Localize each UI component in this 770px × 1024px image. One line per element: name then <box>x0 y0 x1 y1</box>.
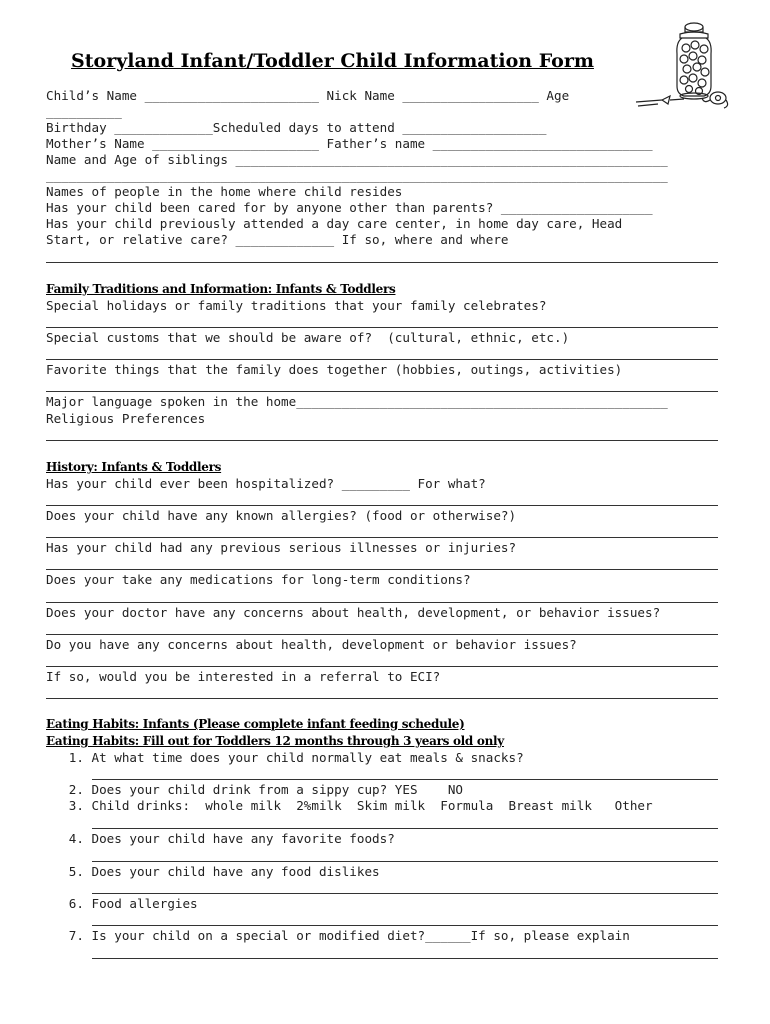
answer-rule <box>46 537 718 538</box>
doctor-concerns-line: Does your doctor have any concerns about health, development, or behavior issues? <box>46 605 661 620</box>
answer-rule <box>46 569 718 570</box>
food-allergies-line: 6. Food allergies <box>46 896 198 911</box>
sippy-cup-line: 2. Does your child drink from a sippy cup? YES NO <box>46 782 464 797</box>
favorite-foods-line: 4. Does your child have any favorite foods? <box>46 831 395 846</box>
form-title: Storyland Infant/Toddler Child Information Form <box>71 50 594 72</box>
daycare-line: Has your child previously attended a day care center, in home day care, Head <box>46 216 623 231</box>
hospitalized-line: Has your child ever been hospitalized? _________ For what? <box>46 476 486 491</box>
relative-care-line: Start, or relative care? _____________ If so, where and where <box>46 232 509 247</box>
eating-toddlers-heading: Eating Habits: Fill out for Toddlers 12 months through 3 years old only <box>46 734 504 748</box>
answer-rule <box>92 779 718 780</box>
meal-times-line: 1. At what time does your child normally eat meals & snacks? <box>46 750 524 765</box>
history-heading: History: Infants & Toddlers <box>46 460 222 474</box>
candy-jar-icon <box>632 14 732 114</box>
religion-line: Religious Preferences <box>46 411 206 426</box>
answer-rule <box>46 505 718 506</box>
child-drinks-line: 3. Child drinks: whole milk 2%milk Skim milk Formula Breast milk Other <box>46 798 653 813</box>
answer-rule <box>46 634 718 635</box>
childs-name-line: Child’s Name _______________________ Nick Name __________________ Age <box>46 88 570 103</box>
answer-rule <box>92 893 718 894</box>
customs-line: Special customs that we should be aware of? (cultural, ethnic, etc.) <box>46 330 570 345</box>
favorite-things-line: Favorite things that the family does together (hobbies, outings, activities) <box>46 362 623 377</box>
answer-rule <box>92 958 718 959</box>
answer-rule <box>92 925 718 926</box>
eci-referral-line: If so, would you be interested in a referral to ECI? <box>46 669 441 684</box>
siblings-line: Name and Age of siblings _________________________________________________________ <box>46 152 668 167</box>
answer-rule <box>92 861 718 862</box>
answer-rule <box>46 440 718 441</box>
language-line: Major language spoken in the home_________________________________________________ <box>46 394 668 409</box>
answer-rule <box>92 828 718 829</box>
birthday-line: Birthday _____________Scheduled days to attend ___________________ <box>46 120 547 135</box>
answer-rule <box>46 666 718 667</box>
residents-line: Names of people in the home where child resides <box>46 184 403 199</box>
age-blank-line: __________ <box>46 104 122 119</box>
parents-line: Mother’s Name ______________________ Father’s name _____________________________ <box>46 136 653 151</box>
illnesses-line: Has your child had any previous serious illnesses or injuries? <box>46 540 517 555</box>
holidays-line: Special holidays or family traditions that your family celebrates? <box>46 298 547 313</box>
answer-rule <box>46 262 718 263</box>
eating-infants-heading: Eating Habits: Infants (Please complete infant feeding schedule) <box>46 717 465 731</box>
answer-rule <box>46 327 718 328</box>
answer-rule <box>46 698 718 699</box>
answer-rule <box>46 602 718 603</box>
food-dislikes-line: 5. Does your child have any food dislikes <box>46 864 380 879</box>
special-diet-line: 7. Is your child on a special or modified diet?______If so, please explain <box>46 928 630 943</box>
parent-concerns-line: Do you have any concerns about health, development or behavior issues? <box>46 637 577 652</box>
allergies-line: Does your child have any known allergies? (food or otherwise?) <box>46 508 517 523</box>
medications-line: Does your take any medications for long-term conditions? <box>46 572 471 587</box>
answer-rule <box>46 391 718 392</box>
siblings-blank-line: __________________________________________________________________________________ <box>46 168 668 183</box>
answer-rule <box>46 359 718 360</box>
cared-for-line: Has your child been cared for by anyone other than parents? ____________________ <box>46 200 653 215</box>
family-traditions-heading: Family Traditions and Information: Infants & Toddlers <box>46 282 396 296</box>
